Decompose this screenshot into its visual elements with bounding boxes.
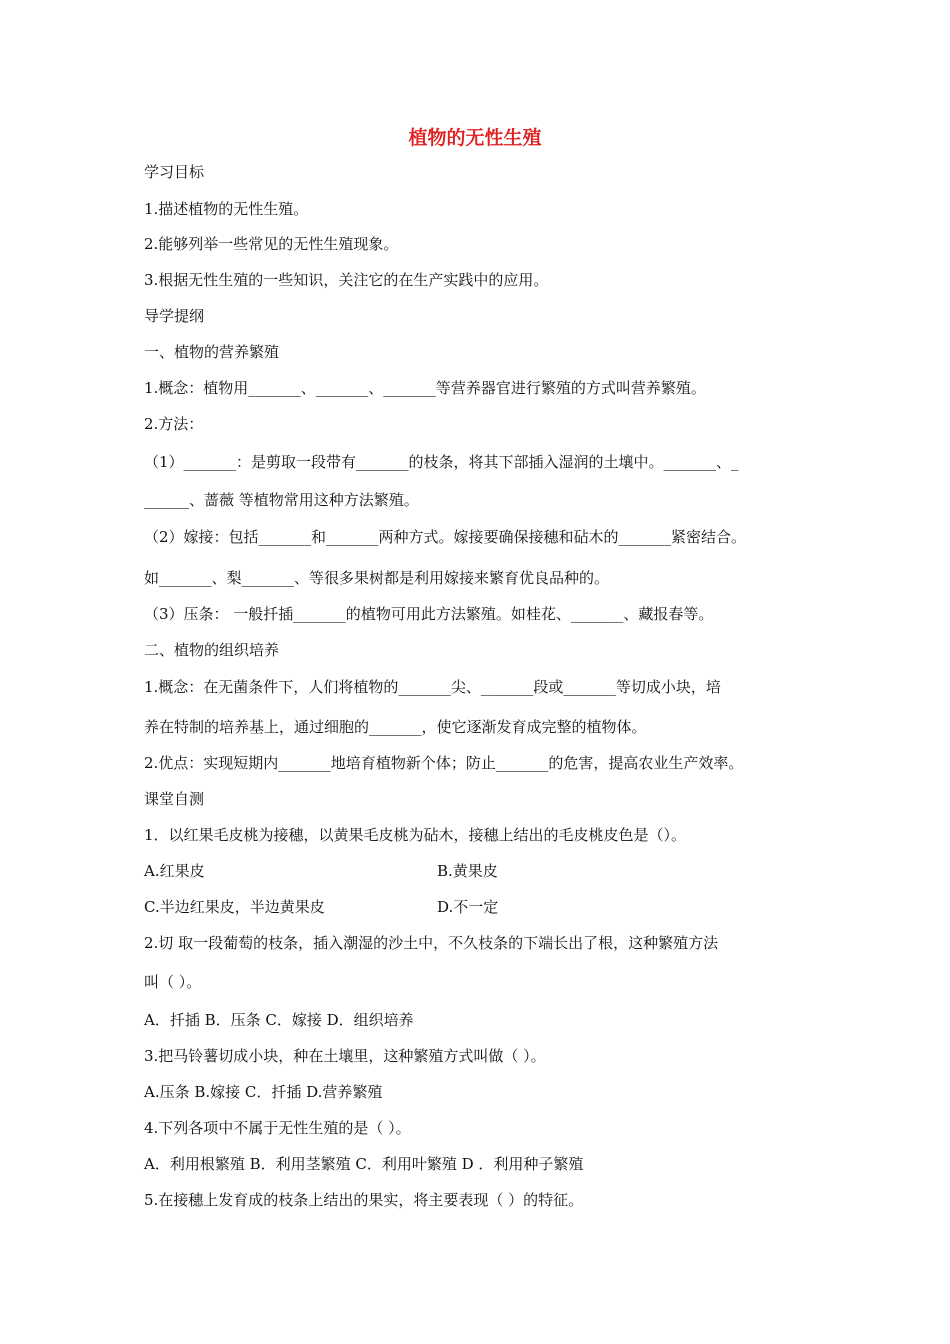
- section2-heading: 二、植物的组织培养: [144, 641, 280, 659]
- section2-advantage: 2.优点：实现短期内_______地培育植物新个体；防止_______的危害，提高农业生产效率。: [144, 754, 744, 772]
- outline-heading: 导学提纲: [144, 307, 205, 325]
- section1-concept: 1.概念：植物用_______、_______、_______等营养器官进行繁殖的方式叫营养繁殖。: [144, 379, 706, 397]
- quiz-q2-options: A．扦插 B．压条 C．嫁接 D．组织培养: [144, 1011, 414, 1029]
- quiz-q1-option-b: B.黄果皮: [437, 862, 498, 880]
- section1-heading: 一、植物的营养繁殖: [144, 343, 280, 361]
- section1-method3: （3）压条： 一般扦插_______的植物可用此方法繁殖。如桂花、_______、藏报春等。: [144, 605, 714, 623]
- quiz-q1-stem: 1．以红果毛皮桃为接穗，以黄果毛皮桃为砧木，接穗上结出的毛皮桃皮色是（）。: [144, 826, 687, 844]
- section1-method1-line2: ______、蔷薇 等植物常用这种方法繁殖。: [144, 491, 419, 509]
- objective-1: 1.描述植物的无性生殖。: [144, 200, 309, 218]
- objectives-heading: 学习目标: [144, 163, 205, 181]
- quiz-q2-stem-line2: 叫（ ）。: [144, 973, 202, 991]
- section2-concept-line1: 1.概念：在无菌条件下，人们将植物的_______尖、_______段或_______等切成小块，培: [144, 678, 721, 696]
- section1-method1-line1: （1）_______：是剪取一段带有_______的枝条，将其下部插入湿润的土壤中。_______、_: [144, 453, 739, 471]
- quiz-q1-option-c: C.半边红果皮，半边黄果皮: [144, 898, 325, 916]
- quiz-q3-options: A.压条 B.嫁接 C．扦插 D.营养繁殖: [144, 1083, 383, 1101]
- quiz-q1-option-a: A.红果皮: [144, 862, 205, 880]
- quiz-q5-stem: 5.在接穗上发育成的枝条上结出的果实，将主要表现（ ）的特征。: [144, 1191, 584, 1209]
- section1-method2-line1: （2）嫁接：包括_______和_______两种方式。嫁接要确保接穗和砧木的_______紧密结合。: [144, 528, 747, 546]
- quiz-heading: 课堂自测: [144, 790, 205, 808]
- objective-3: 3.根据无性生殖的一些知识，关注它的在生产实践中的应用。: [144, 271, 549, 289]
- quiz-q4-stem: 4.下列各项中不属于无性生殖的是（ ）。: [144, 1119, 411, 1137]
- quiz-q4-options: A．利用根繁殖 B．利用茎繁殖 C．利用叶繁殖 D ．利用种子繁殖: [144, 1155, 584, 1173]
- section1-method-heading: 2.方法：: [144, 415, 204, 433]
- section1-method2-line2: 如_______、梨_______、等很多果树都是利用嫁接来繁育优良品种的。: [144, 569, 610, 587]
- quiz-q2-stem-line1: 2.切 取一段葡萄的枝条，插入潮湿的沙土中，不久枝条的下端长出了根，这种繁殖方法: [144, 934, 719, 952]
- objective-2: 2.能够列举一些常见的无性生殖现象。: [144, 235, 399, 253]
- section2-concept-line2: 养在特制的培养基上，通过细胞的_______，使它逐渐发育成完整的植物体。: [144, 718, 647, 736]
- page-title: 植物的无性生殖: [408, 127, 542, 149]
- quiz-q1-option-d: D.不一定: [437, 898, 499, 916]
- quiz-q3-stem: 3.把马铃薯切成小块，种在土壤里，这种繁殖方式叫做（ ）。: [144, 1047, 546, 1065]
